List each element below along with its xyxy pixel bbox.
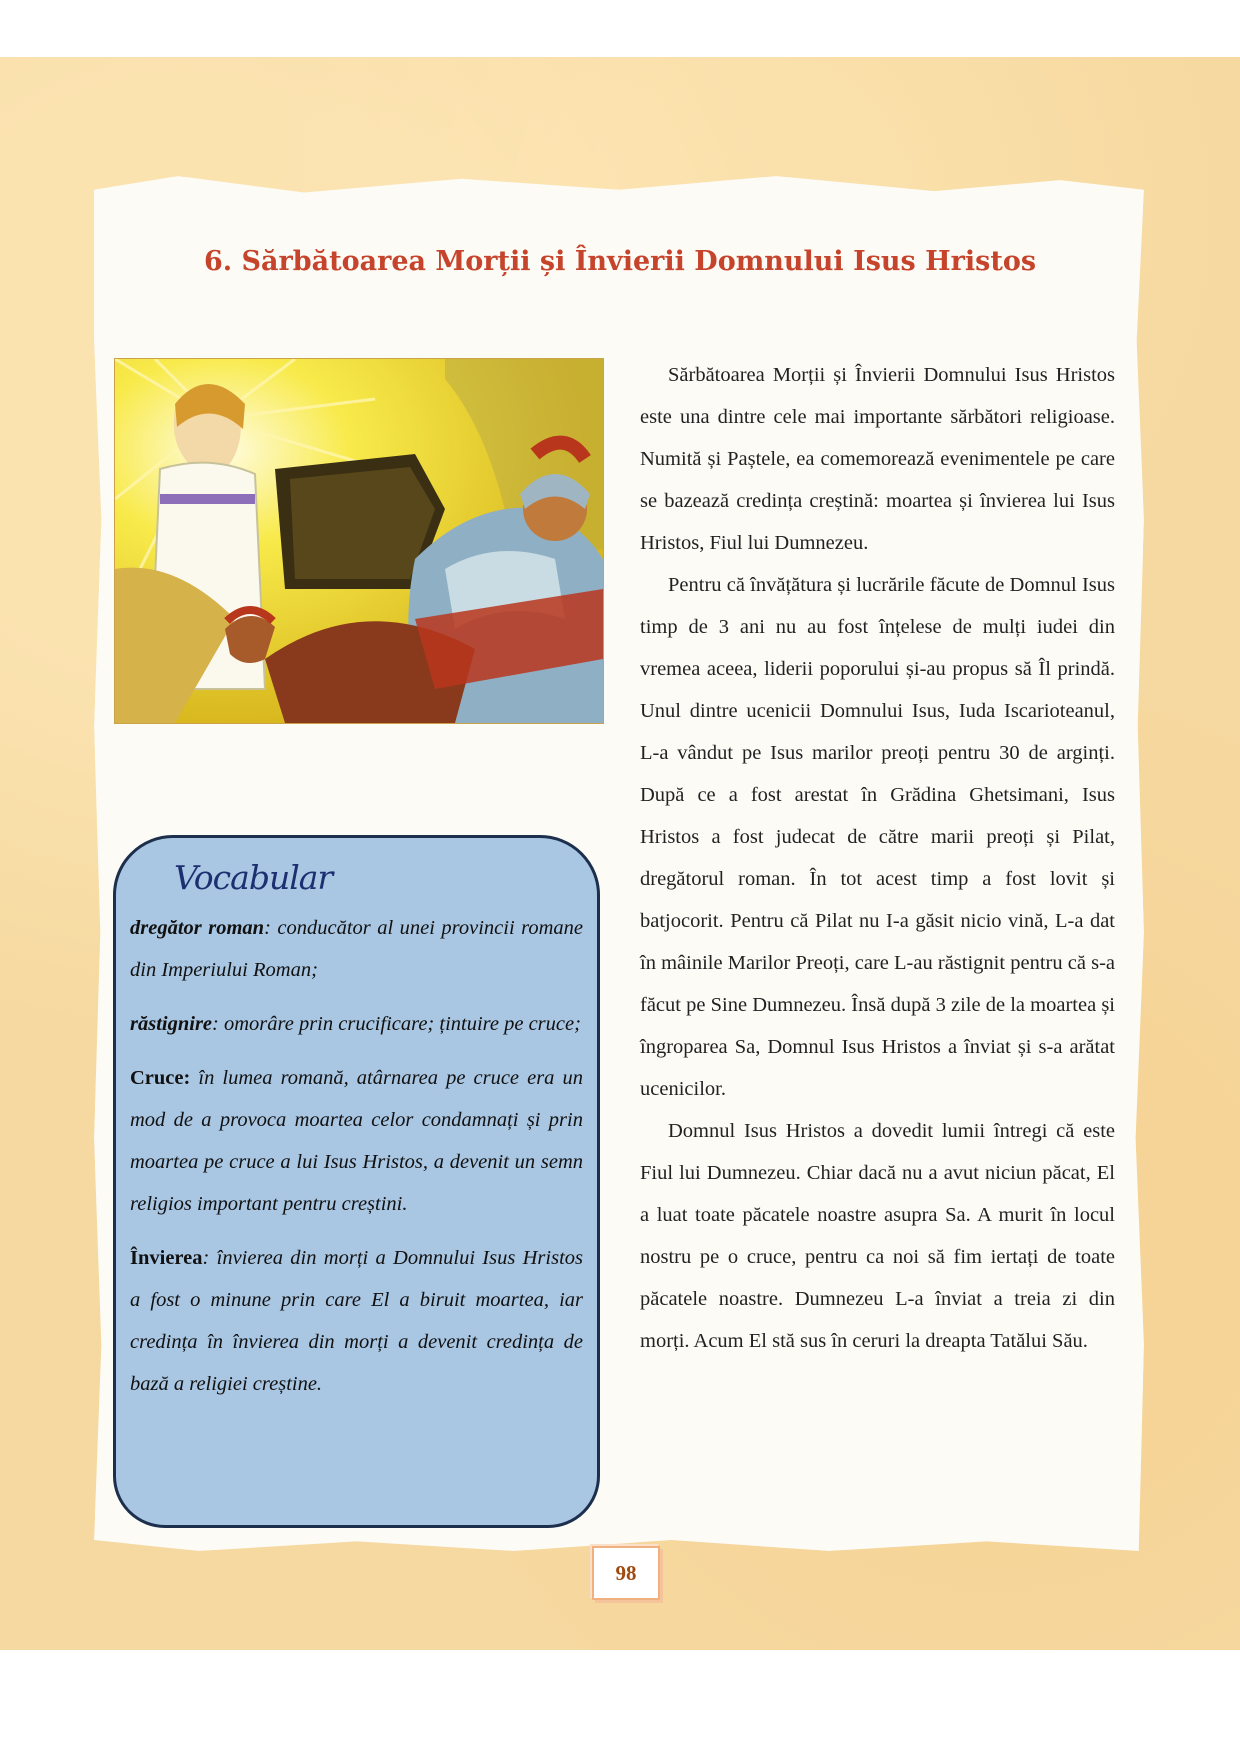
page-title: 6. Sărbătoarea Morții și Învierii Domnului Isus Hristos	[203, 246, 1037, 277]
paragraph: Domnul Isus Hristos a dovedit lumii întregi că este Fiul lui Dumnezeu. Chiar dacă nu a avut niciun păcat, El a luat toate păcatele noastre asupra Sa. A murit în locul nostru pe o cruce, pentru ca noi să fim iertați de toate păcatele noastre. Dumnezeu L-a înviat a treia zi din morți. Acum El stă sus în ceruri la dreapta Tatălui Său.	[640, 1120, 1115, 1352]
vocabulary-separator: :	[264, 917, 271, 939]
vocabulary-box	[113, 835, 600, 1528]
resurrection-illustration-art	[115, 359, 603, 723]
vocabulary-separator: :	[202, 1247, 210, 1269]
vocabulary-separator: :	[212, 1013, 219, 1035]
vocabulary-definition: omorâre prin crucificare; țintuire pe cruce;	[218, 1013, 581, 1035]
vocabulary-term: dregător roman	[130, 917, 265, 939]
main-text	[640, 354, 1115, 1362]
paragraph: Sărbătoarea Morții și Învierii Domnului Isus Hristos este una dintre cele mai importante sărbători religioase. Numită și Paștele, ea comemorează evenimentele pe care se bazează credința creștină: moartea și învierea lui Isus Hristos, Fiul lui Dumnezeu.	[640, 364, 1115, 554]
vocabulary-entry	[130, 907, 583, 991]
vocabulary-term: Cruce:	[130, 1067, 191, 1089]
vocabulary-definition: învierea din morți a Domnului Isus Hristos a fost o minune prin care El a biruit moartea, iar credința în învierea din morți a devenit credința de bază a religiei creștine.	[130, 1247, 583, 1395]
vocabulary-definition: conducător al unei provincii romane din Imperiului Roman;	[130, 917, 584, 981]
vocabulary-entry	[130, 1057, 583, 1225]
vocabulary-term: Învierea	[130, 1247, 203, 1269]
page-number: 98	[592, 1546, 660, 1600]
vocabulary-entry	[130, 1237, 583, 1405]
paragraph: Pentru că învățătura și lucrările făcute de Domnul Isus timp de 3 ani nu au fost înțelese de mulți iudei din vremea aceea, liderii poporului și-au propus să Îl prindă. Unul dintre ucenicii Domnului Isus, Iuda Iscarioteanul, L-a vândut pe Isus marilor preoți pentru 30 de arginți. După ce a fost arestat în Grădina Ghetsimani, Isus Hristos a fost judecat de către marii preoți și Pilat, dregătorul roman. În tot acest timp a fost lovit și batjocorit. Pentru că Pilat nu I-a găsit nicio vină, L-a dat în mâinile Marilor Preoți, care L-au răstignit pentru că s-a făcut pe Sine Dumnezeu. Însă după 3 zile de la moartea și îngroparea Sa, Domnul Isus Hristos a înviat și s-a arătat ucenicilor.	[640, 574, 1115, 1100]
resurrection-illustration	[114, 358, 604, 724]
vocabulary-term: răstignire	[130, 1013, 213, 1035]
vocabulary-entry	[130, 1003, 583, 1045]
vocabulary-definition: în lumea romană, atârnarea pe cruce era un mod de a provoca moartea celor condamnați și prin moartea pe cruce a lui Isus Hristos, a devenit un semn religios important pentru creștini.	[130, 1067, 583, 1215]
vocabulary-heading: Vocabular	[174, 858, 333, 897]
